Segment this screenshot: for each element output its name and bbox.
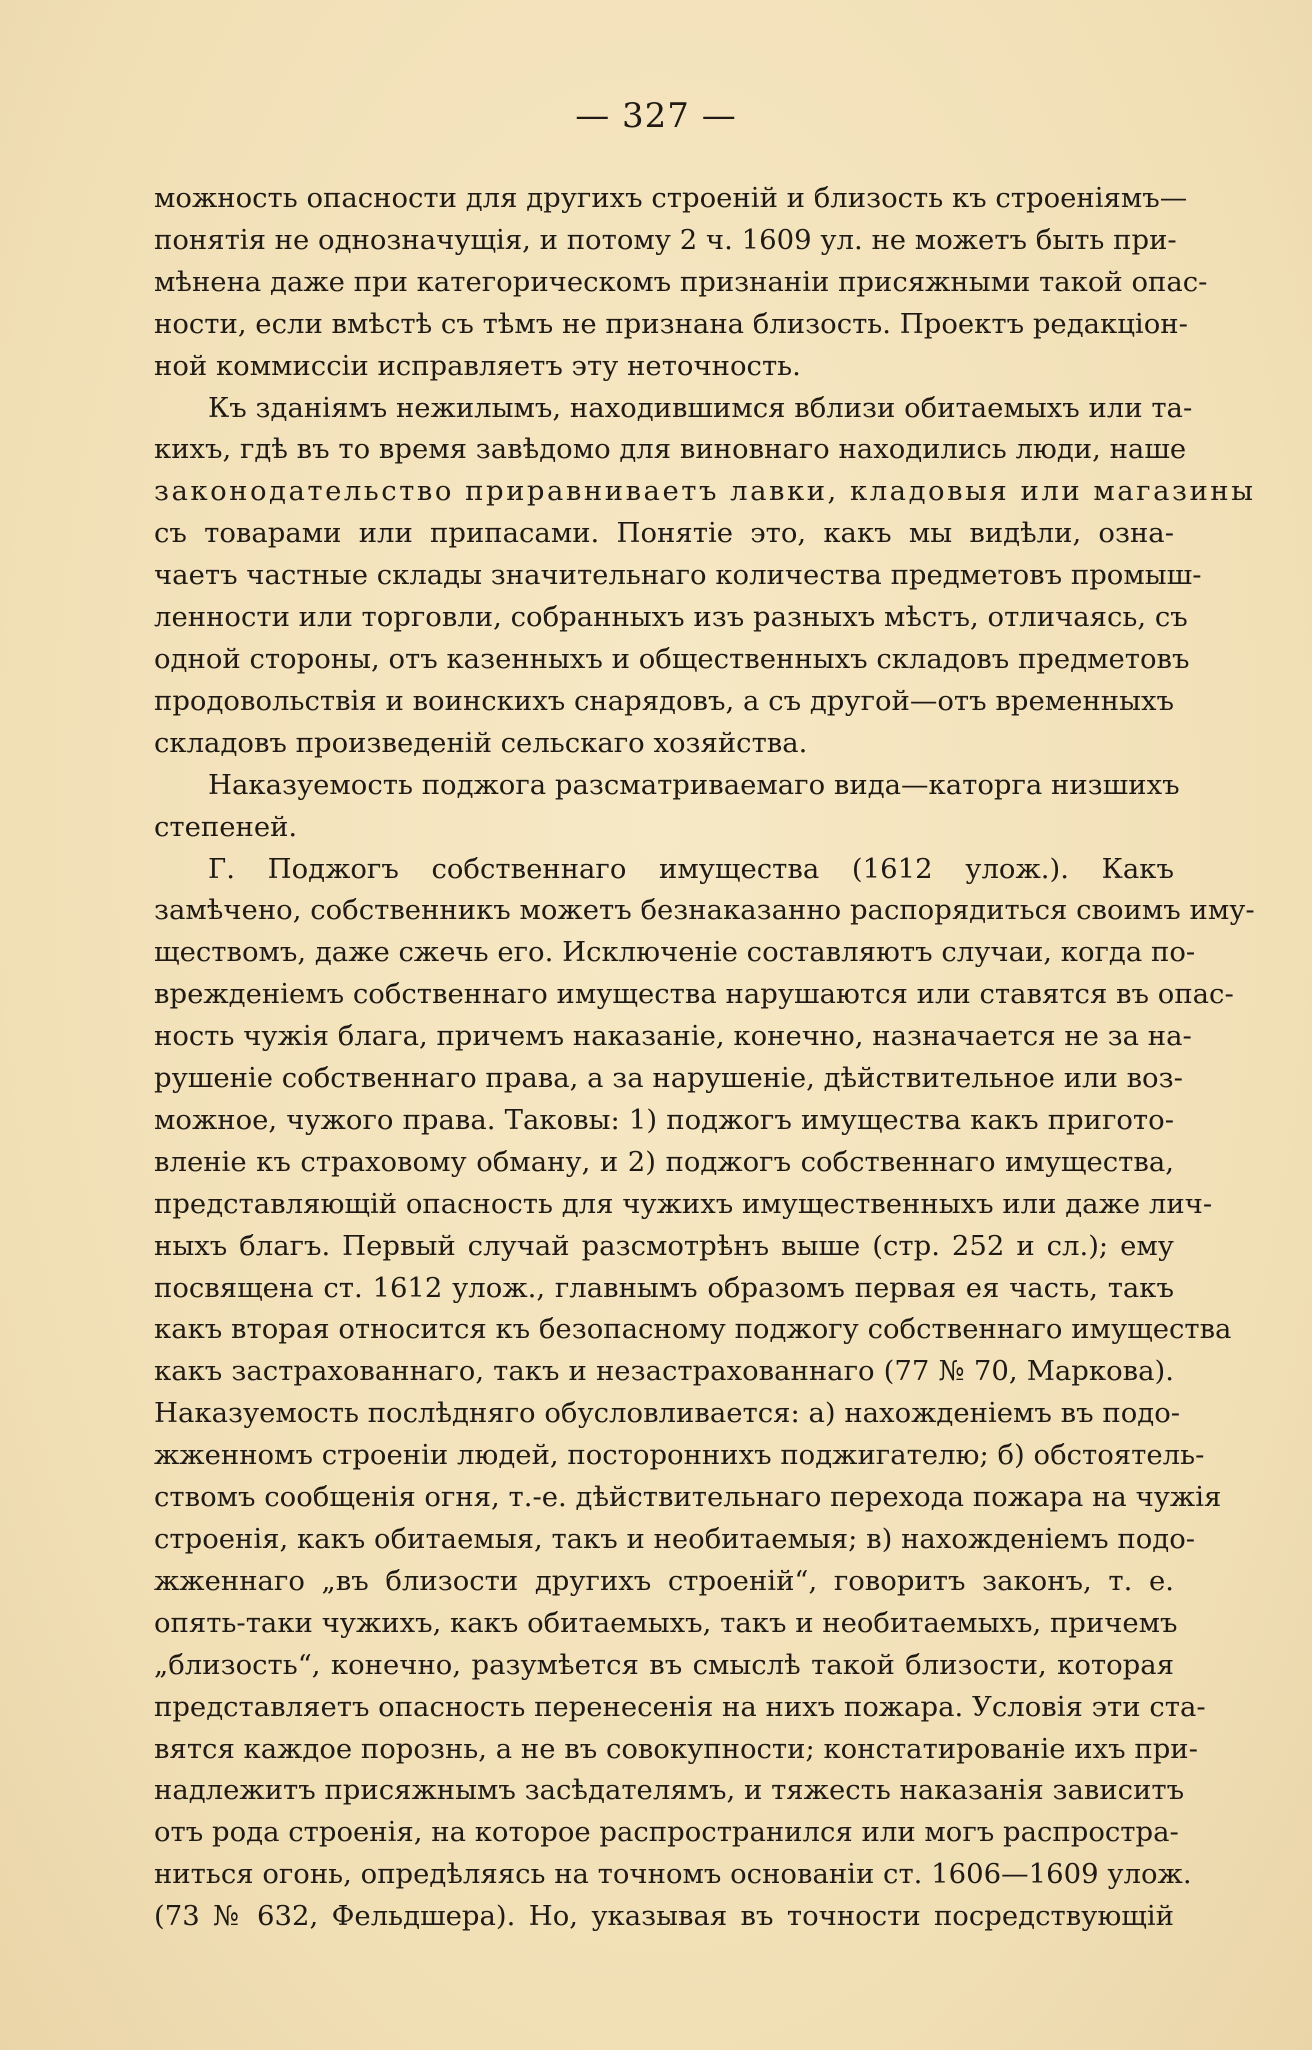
text-line: ность чужія блага, причемъ наказаніе, конечно, назначается не за на- [154, 1020, 1192, 1053]
text-line: жженнаго „въ близости другихъ строеній“, говоритъ законъ, т. е. [154, 1564, 1174, 1597]
text-line: ствомъ сообщенія огня, т.-е. дѣйствительнаго перехода пожара на чужія [154, 1481, 1222, 1514]
paragraph [154, 388, 1256, 765]
text-line: отъ рода строенія, на которое распространился или могъ распростра- [154, 1816, 1179, 1849]
text-line: ности, если вмѣстѣ съ тѣмъ не признана близость. Проектъ редакціон- [154, 307, 1188, 340]
text-line: замѣчено, собственникъ можетъ безнаказанно распорядиться своимъ иму- [154, 894, 1255, 927]
text-line: строенія, какъ обитаемыя, такъ и необитаемыя; в) нахожденіемъ подо- [154, 1523, 1196, 1555]
text-line: Наказуемость поджога разсматриваемаго вида—каторга низшихъ [208, 768, 1180, 801]
text-line: надлежитъ присяжнымъ засѣдателямъ, и тяжесть наказанія зависитъ [154, 1774, 1185, 1807]
text-line: мѣнена даже при категорическомъ признаніи присяжными такой опас- [154, 265, 1208, 298]
text-line: кихъ, гдѣ въ то время завѣдомо для виновнаго находились люди, наше [154, 433, 1187, 466]
text-line: представляющій опасность для чужихъ имущественныхъ или даже лич- [154, 1187, 1213, 1220]
text-line: законодательство приравниваетъ лавки, кладовыя или магазины [154, 475, 1256, 508]
text-line: одной стороны, отъ казенныхъ и общественныхъ складовъ предметовъ [154, 642, 1190, 675]
text-line: Наказуемость послѣдняго обусловливается: а) нахожденіемъ въ подо- [154, 1397, 1181, 1430]
section-heading-line: Г. Поджогъ собственнаго имущества (1612 улож.). Какъ [208, 852, 1174, 885]
text-line: ленности или торговли, собранныхъ изъ разныхъ мѣстъ, отличаясь, съ [154, 601, 1188, 634]
text-line: ныхъ благъ. Первый случай разсмотрѣнъ выше (стр. 252 и сл.); ему [154, 1229, 1174, 1262]
text-line: продовольствія и воинскихъ снарядовъ, а съ другой—отъ временныхъ [154, 684, 1174, 717]
text-line: рушеніе собственнаго права, а за нарушеніе, дѣйствительное или воз- [154, 1062, 1183, 1095]
text-line: Къ зданіямъ нежилымъ, находившимся вблизи обитаемыхъ или та- [208, 391, 1193, 424]
body-text [154, 178, 1256, 1938]
text-line: складовъ произведеній сельскаго хозяйства. [154, 726, 808, 759]
text-line: вленіе къ страховому обману, и 2) поджогъ собственнаго имущества, [154, 1145, 1174, 1178]
text-line: посвящена ст. 1612 улож., главнымъ образомъ первая ея часть, такъ [154, 1271, 1174, 1304]
text-line: ной коммиссіи исправляетъ эту неточность. [154, 349, 801, 382]
text-line: можное, чужого права. Таковы: 1) поджогъ имущества какъ пригото- [154, 1103, 1174, 1136]
text-line: ществомъ, даже сжечь его. Исключеніе составляютъ случаи, когда по- [154, 936, 1196, 969]
text-line: какъ застрахованнаго, такъ и незастрахованнаго (77 № 70, Маркова). [154, 1355, 1174, 1388]
text-line: какъ вторая относится къ безопасному поджогу собственнаго имущества [154, 1313, 1232, 1346]
page-number: — 327 — [575, 96, 737, 136]
text-line: опять-таки чужихъ, какъ обитаемыхъ, такъ и необитаемыхъ, причемъ [154, 1606, 1178, 1639]
paragraph [154, 178, 1208, 388]
text-line: чаетъ частные склады значительнаго количества предметовъ промыш- [154, 559, 1202, 592]
text-line: вятся каждое порознь, а не въ совокупности; констатированіе ихъ при- [154, 1732, 1198, 1765]
text-line: „близость“, конечно, разумѣется въ смыслѣ такой близости, которая [154, 1648, 1174, 1681]
text-line: съ товарами или припасами. Понятіе это, какъ мы видѣли, озна- [154, 517, 1174, 550]
text-line: представляетъ опасность перенесенія на нихъ пожара. Условія эти ста- [154, 1690, 1206, 1723]
text-line: ниться огонь, опредѣляясь на точномъ основаніи ст. 1606—1609 улож. [154, 1858, 1192, 1891]
paragraph [154, 849, 1255, 1939]
text-line: (73 № 632, Фельдшера). Но, указывая въ точности посредствующій [154, 1900, 1174, 1933]
text-line: можность опасности для другихъ строеній и близость къ строеніямъ— [154, 182, 1188, 214]
paragraph [154, 765, 1180, 849]
text-line: жженномъ строеніи людей, постороннихъ поджигателю; б) обстоятель- [154, 1439, 1205, 1472]
text-line: понятія не однозначущія, и потому 2 ч. 1609 ул. не можетъ быть при- [154, 223, 1177, 256]
text-line: степеней. [154, 810, 298, 843]
text-line: врежденіемъ собственнаго имущества нарушаются или ставятся въ опас- [154, 978, 1234, 1011]
